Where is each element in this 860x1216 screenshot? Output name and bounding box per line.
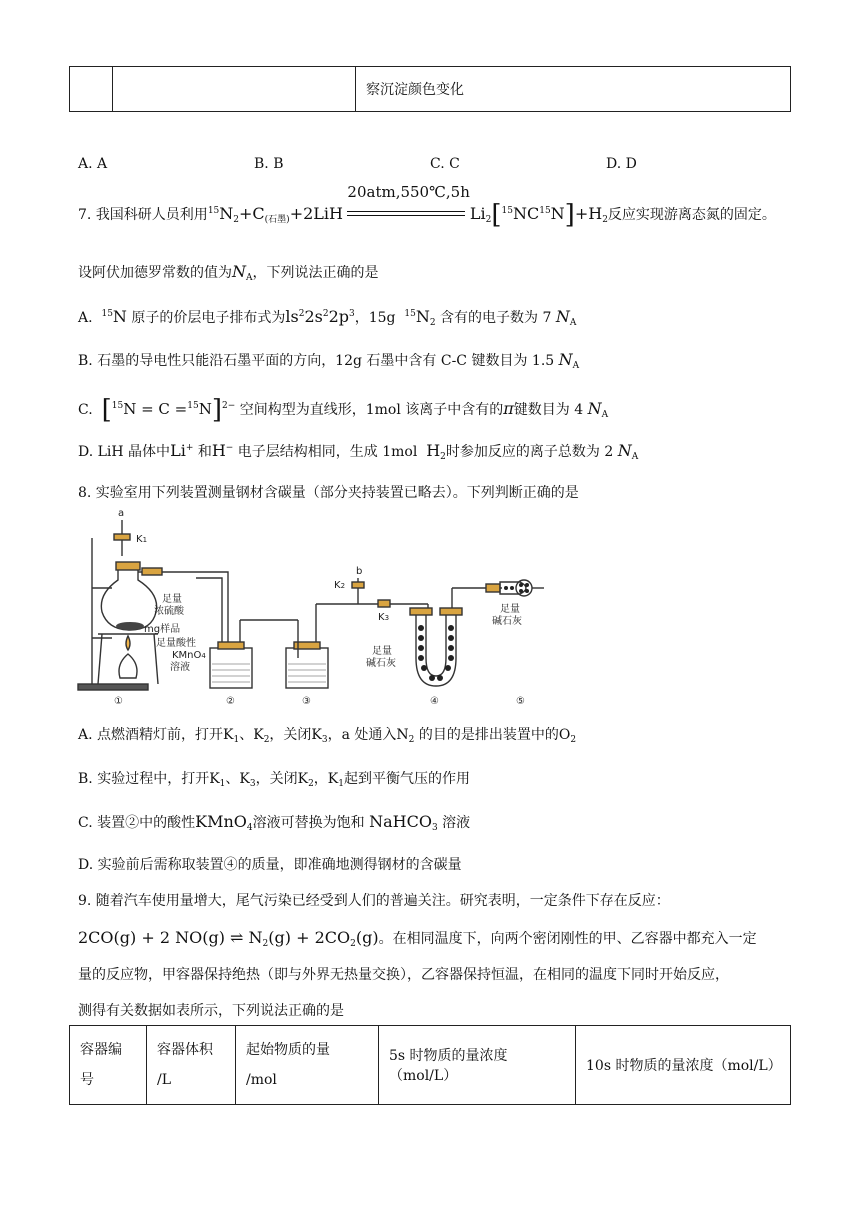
top-table-cell-2 [113,67,356,112]
label-k1: K1 [136,534,148,545]
label-acid-2: 浓硫酸 [154,606,184,617]
reaction-condition: 20atm,550℃,5h [347,183,470,201]
flask-1 [101,568,156,630]
option-d: D. D [606,156,637,172]
label-lime-4: 碱石灰 [492,616,522,627]
label-3: ③ [302,696,311,707]
label-kmno4-2: KMnO4 [172,650,206,661]
label-4: ④ [430,696,439,707]
q9-line2: 2CO(g) + 2 NO(g) ⇌ $N_2(g) + 2CO_2(g)$。在相同温度下，向两个密闭刚性的甲、乙容器中都充入一定 [78,928,757,949]
q8-option-c: C. 装置②中的酸性KMnO$_4$溶液可替换为饱和 NaHCO$_3$ 溶液 [78,812,471,833]
label-lime-1: 足量 [372,646,392,657]
q8-stem: 8. 实验室用下列装置测量钢材含碳量（部分夹持装置已略去）。下列判断正确的是 [78,485,579,501]
label-kmno4-3: 溶液 [170,662,190,673]
k3-valve [378,600,390,607]
label-k2: K2 [334,580,346,591]
top-table-cell-1 [70,67,113,112]
label-b: b [356,566,363,577]
label-k3: K3 [378,612,390,623]
header-cell-5: 10s 时物质的量浓度（mol/L） [576,1026,791,1105]
label-1: ① [114,696,123,707]
top-table-cell-3: 察沉淀颜色变化 [356,67,791,112]
option-c: C. C [430,156,460,172]
label-lime-2: 碱石灰 [366,658,396,669]
q7-stem: 7. 我国科研人员利用$^{15}N_2+C_{(石墨)}+2LiH$ 20atm,550℃,5h $Li_2[^{15}NC^{15}N]+H_2$反应实现游离态氮的固定。 [78,183,776,230]
q9-line4: 测得有关数据如表所示，下列说法正确的是 [78,1003,344,1019]
label-lime-3: 足量 [500,604,520,615]
option-a: A. A [78,156,108,172]
header-cell-1: 容器编 号 [70,1026,147,1105]
label-a: a [118,508,125,519]
q9-table [69,1025,791,1105]
header-cell-2: 容器体积 /L [147,1026,236,1105]
q7-option-a: A. $^{15}$N 原子的价层电子排布式为$ls^22s^22p^3$，15g $^{15}N_2$ 含有的电子数为 7 $N_A$ [78,307,577,328]
q7-line2: 设阿伏加德罗常数的值为$N_A$，下列说法正确的是 [78,262,379,283]
label-sample: mg样品 [144,624,181,635]
k1-valve [114,534,130,540]
q7-option-d: D. LiH 晶体中Li+ 和H− 电子层结构相同，生成 1mol $H_2$时参加反应的离子总数为 2 $N_A$ [78,441,639,462]
table-header-row [70,1026,791,1105]
label-2: ② [226,696,235,707]
top-table [69,66,791,112]
q8-option-b: B. 实验过程中，打开$K_1$、$K_3$，关闭$K_2$，$K_1$起到平衡气压的作用 [78,771,470,789]
q8-option-d: D. 实验前后需称取装置④的质量，即准确地测得钢材的含碳量 [78,857,462,873]
alcohol-lamp [119,654,137,678]
option-b: B. B [254,156,284,172]
reaction-arrow [347,183,470,221]
q9-stem: 9. 随着汽车使用量增大，尾气污染已经受到人们的普遍关注。研究表明，一定条件下存在反应： [78,893,670,909]
stand-base [78,684,148,690]
label-acid-1: 足量 [162,594,182,605]
q9-line3: 量的反应物，甲容器保持绝热（即与外界无热量交换），乙容器保持恒温，在相同的温度下同时开始反应， [78,967,729,983]
apparatus-diagram [72,508,552,708]
q7-option-b: B. 石墨的导电性只能沿石墨平面的方向，12g 石墨中含有 C-C 键数目为 1.5 $N_A$ [78,350,580,371]
k2-valve [352,582,364,588]
label-kmno4-1: 足量酸性 [156,638,196,649]
header-cell-4: 5s 时物质的量浓度（mol/L） [379,1026,576,1105]
q7-option-c: C. [$^{15}$N = C =$^{15}$N]$^{2-}$ 空间构型为直线形，1mol 该离子中含有的π键数目为 4 $N_A$ [78,395,609,425]
q8-option-a: A. 点燃酒精灯前，打开$K_1$、$K_2$，关闭$K_3$，a 处通入$N_2$ 的目的是排出装置中的$O_2$ [78,727,577,745]
label-5: ⑤ [516,696,525,707]
header-cell-3: 起始物质的量 /mol [236,1026,379,1105]
